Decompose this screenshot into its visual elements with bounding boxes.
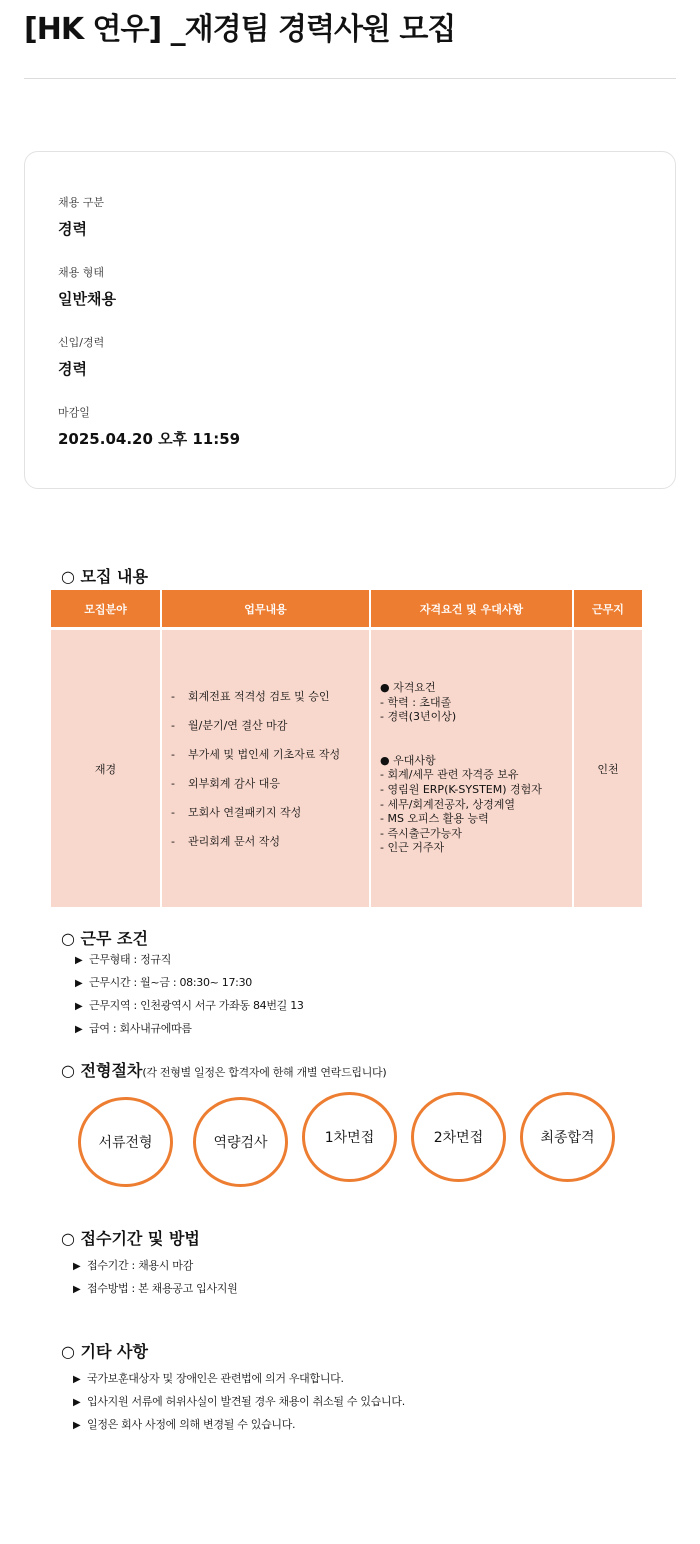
triangle-right-icon: ▶: [75, 955, 83, 966]
triangle-right-icon: ▶: [73, 1397, 81, 1408]
process-step-aptitude: 역량검사: [193, 1097, 288, 1187]
list-item: ▶ 국가보훈대상자 및 장애인은 관련법에 의거 우대합니다.: [73, 1368, 405, 1391]
list-item: - 영림원 ERP(K-SYSTEM) 경험자: [380, 783, 542, 796]
requirements-block: [371, 681, 572, 856]
process-step-document: 서류전형: [78, 1097, 173, 1187]
process-step-interview-2: 2차면접: [411, 1092, 506, 1182]
field-label: 마감일: [58, 406, 90, 419]
list-item: ▶ 접수기간 : 채용시 마감: [73, 1255, 237, 1278]
triangle-right-icon: ▶: [75, 978, 83, 989]
list-item: - MS 오피스 활용 능력: [380, 812, 489, 826]
list-item: ▶ 근무형태 : 정규직: [75, 949, 304, 972]
list-item: ▶ 접수방법 : 본 채용공고 입사지원: [73, 1278, 237, 1301]
field-employment-type: [58, 264, 116, 309]
page-title: [HK 연우] _재경팀 경력사원 모집: [24, 12, 456, 47]
process-step-final: 최종합격: [520, 1092, 615, 1182]
field-value: 일반채용: [58, 290, 116, 308]
triangle-right-icon: ▶: [73, 1284, 81, 1295]
list-item: ▶ 일정은 회사 사정에 의해 변경될 수 있습니다.: [73, 1414, 405, 1437]
list-item: - 관리회계 문서 작성: [171, 834, 281, 848]
recruit-heading: ○ 모집 내용: [61, 567, 148, 586]
field-value: 경력: [58, 360, 87, 378]
cell-field: 재경: [51, 630, 162, 907]
field-recruit-type: [58, 194, 104, 239]
table-header-cell: 자격요건 및 우대사항: [371, 590, 574, 627]
preferences-heading: ● 우대사항: [380, 753, 436, 767]
work-conditions-list: [75, 949, 304, 1041]
list-item: ▶ 근무지역 : 인천광역시 서구 가좌동 84번길 13: [75, 995, 304, 1018]
apply-heading: ○ 접수기간 및 방법: [61, 1229, 200, 1248]
list-item: - 인근 거주자: [380, 841, 445, 855]
triangle-right-icon: ▶: [73, 1261, 81, 1272]
field-label: 신입/경력: [58, 336, 105, 349]
apply-list: [73, 1255, 237, 1301]
work-heading: ○ 근무 조건: [61, 929, 148, 948]
process-heading: ○ 전형절차(각 전형별 일정은 합격자에 한해 개별 연락드립니다): [61, 1061, 387, 1080]
table-header-row: [51, 590, 642, 627]
list-item: - 세무/회계전공자, 상경계열: [380, 797, 516, 811]
cell-location: 인천: [574, 630, 642, 907]
etc-heading: ○ 기타 사항: [61, 1342, 148, 1361]
list-item: - 학력 : 초대졸: [380, 695, 452, 709]
list-item: - 즉시출근가능자: [380, 826, 462, 840]
list-item: - 경력(3년이상): [380, 710, 457, 724]
triangle-right-icon: ▶: [73, 1374, 81, 1385]
table-header-cell: 모집분야: [51, 590, 162, 627]
title-divider: [24, 78, 676, 79]
table-row: [51, 630, 642, 907]
triangle-right-icon: ▶: [73, 1420, 81, 1431]
triangle-right-icon: ▶: [75, 1024, 83, 1035]
etc-list: [73, 1368, 405, 1437]
list-item: ▶ 근무시간 : 월~금 : 08:30~ 17:30: [75, 972, 304, 995]
recruit-table: [51, 590, 642, 907]
list-item: - 외부회계 감사 대응: [171, 776, 281, 790]
table-header-cell: 근무지: [574, 590, 642, 627]
process-step-interview-1: 1차면접: [302, 1092, 397, 1182]
duty-list: [162, 682, 369, 856]
list-item: - 모회사 연결패키지 작성: [171, 805, 302, 819]
list-item: - 회계/세무 관련 자격증 보유: [380, 768, 519, 782]
cell-requirements: [371, 630, 574, 907]
table-header-cell: 업무내용: [162, 590, 371, 627]
field-label: 채용 형태: [58, 266, 105, 279]
list-item: - 월/분기/연 결산 마감: [171, 718, 288, 732]
field-career-level: [58, 334, 104, 379]
process-note: (각 전형별 일정은 합격자에 한해 개별 연락드립니다): [142, 1066, 387, 1079]
list-item: - 부가세 및 법인세 기초자료 작성: [171, 747, 341, 761]
summary-card: [24, 151, 676, 489]
cell-duties: [162, 630, 371, 907]
list-item: ▶ 급여 : 회사내규에따름: [75, 1018, 304, 1041]
list-item: ▶ 입사지원 서류에 허위사실이 발견될 경우 채용이 취소될 수 있습니다.: [73, 1391, 405, 1414]
field-value: 경력: [58, 220, 87, 238]
field-deadline: [58, 404, 240, 449]
field-label: 채용 구분: [58, 196, 105, 209]
field-value: 2025.04.20 오후 11:59: [58, 430, 241, 448]
list-item: - 회계전표 적격성 검토 및 승인: [171, 689, 330, 703]
qualifications-heading: ● 자격요건: [380, 681, 436, 695]
triangle-right-icon: ▶: [75, 1001, 83, 1012]
